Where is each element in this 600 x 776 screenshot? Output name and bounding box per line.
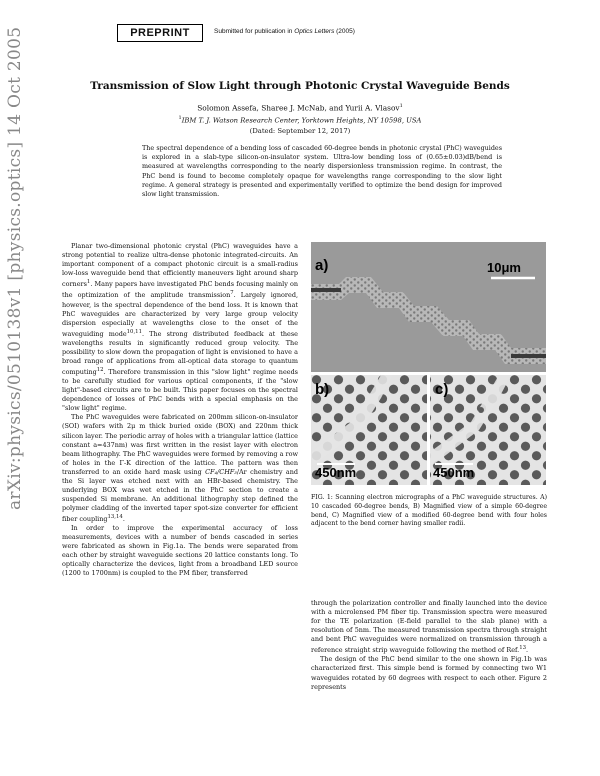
paragraph-fabrication: The PhC waveguides were fabricated on 200mm silicon-on-insulator (SOI) wafers with 2μ m thick buried oxide (BOX) and 220nm thick silicon layer. The periodic array of holes with a triangular lattice (lattice constant a=437nm) was first written in the resist layer with electron beam lithography. The PhC waveguides were formed by removing a row of holes in the Γ-K direction of the lattice. The pattern was then transferred to an oxide hard mask using CF₄/CHF₃/Ar chemistry and the Si layer was etched next with an HBr-based chemistry. The underlying BOX was wet etched in the PhC section to create a suspended Si membrane. An additional lithography step defined the polymer cladding of the inverted taper spot-size converter for efficient fiber coupling$^{13,14}$. — [62, 413, 298, 524]
affiliation-mark: 1 — [399, 103, 403, 109]
panel-c-label: c) — [435, 381, 449, 398]
paper-title: Transmission of Slow Light through Photonic Crystal Waveguide Bends — [90, 80, 510, 92]
input-waveguide — [311, 288, 341, 292]
arxiv-stamp: arXiv:physics/0510138v1 [physics.optics] 14 Oct 2005 — [5, 26, 25, 510]
affiliation-mark-2: 1 — [178, 115, 182, 121]
panel-divider-vertical — [427, 375, 430, 485]
small-hole — [478, 407, 484, 413]
affiliation — [0, 115, 600, 124]
left-column — [62, 242, 298, 578]
submission-note — [214, 28, 355, 35]
author-list — [0, 103, 600, 112]
output-waveguide — [511, 354, 546, 358]
panel-a-label: a) — [315, 257, 329, 274]
paragraph-continued: through the polarization controller and finally launched into the device with a microlensed PM fiber tip. Transmission spectra were measured for the TE polarization (E-field parallel to the slab plane) with a resolution of 5nm. The measured transmission spectra through straight and bent PhC waveguides were normalized on transmission through a reference straight strip waveguide following the method of Ref.$^{13}$. — [311, 599, 547, 655]
panel-a-scale: 10μm — [487, 260, 521, 275]
panel-c-scale: 450nm — [433, 465, 475, 480]
affiliation-text: IBM T. J. Watson Research Center, Yorktown Heights, NY 10598, USA — [181, 116, 422, 125]
panel-b-label: b) — [315, 381, 330, 398]
panel-divider-horizontal — [311, 372, 546, 375]
submission-year: (2005) — [334, 28, 355, 35]
date-line: (Dated: September 12, 2017) — [249, 127, 351, 135]
small-hole — [490, 415, 496, 421]
abstract: The spectral dependence of a bending loss of cascaded 60-degree bends in photonic crystal (PhC) waveguides is explored in a slab-type silicon-on-insulator system. Ultra-low bending loss of (0.65±0.03)dB/bend is measured at wavelengths corresponding to the nearly dispersionless transmission regime. In contrast, the PhC bend is found to become completely opaque for wavelengths range corresponding to the slow light regime. A general strategy is presented and experimentally verified to optimize the bend design for improved slow light transmission. — [142, 144, 502, 199]
right-column — [311, 599, 547, 692]
submission-prefix: Submitted for publication in — [214, 28, 295, 35]
sem-figure-image — [311, 242, 546, 485]
panel-b-scale: 450nm — [315, 465, 357, 480]
paragraph-intro: Planar two-dimensional photonic crystal (PhC) waveguides have a strong potential to realize ultra-dense photonic integrated-circuits. An important component of a compact photonic circuit is a small-radius low-loss waveguide bend that efficiently maneuvers light around sharp corners$^1$. Many papers have investigated PhC bends focusing mainly on the optimization of the amplitude transmission$^7$. Largely ignored, however, is the spectral dependence of the bend loss. It is known that PhC waveguides are characterized by very large group velocity dispersion especially at wavelengths close to the onset of the waveguiding mode$^{10,11}$. The strong distributed feedback at these wavelengths results in significantly reduced group velocity. The possibility to slow down the propagation of light is envisioned to have a broad range of applications from all-optical data storage to quantum computing$^{12}$. Therefore transmission in this "slow light" regime needs to be carefully studied for various optical components, if the "slow light"-based circuits are to be built. This paper focuses on the spectral dependence of losses of PhC bends with a special emphasis on the "slow light" regime. — [62, 242, 298, 413]
figure-caption: FIG. 1: Scanning electron micrographs of a PhC waveguide structures. A) 10 cascaded 60-degree bends, B) Magnified view of a simple 60-degree bend, C) Magnified view of a modified 60-degree bend with four holes adjacent to the bend corner having smaller radii. — [311, 494, 547, 528]
sem-figure — [311, 242, 546, 485]
paragraph-measurement: In order to improve the experimental accuracy of loss measurements, devices with a number of bends cascaded in series were fabricated as shown in Fig.1a. The bends were separated from each other by straight waveguide sections 20 lattice constants long. To optically characterize the devices, light from a broadband LED source (1200 to 1700nm) is coupled to the PM fiber, transferred — [62, 524, 298, 578]
preprint-badge: PREPRINT — [117, 24, 203, 42]
paragraph-bend-design: The design of the PhC bend similar to the one shown in Fig.1b was characterized first. This simple bend is formed by connecting two W1 waveguides rotated by 60 degrees with respect to each other. Figure 2 represents — [311, 655, 547, 691]
journal-name: Optics Letters — [294, 28, 335, 35]
author-names: Solomon Assefa, Sharee J. McNab, and Yurii A. Vlasov — [197, 103, 400, 113]
